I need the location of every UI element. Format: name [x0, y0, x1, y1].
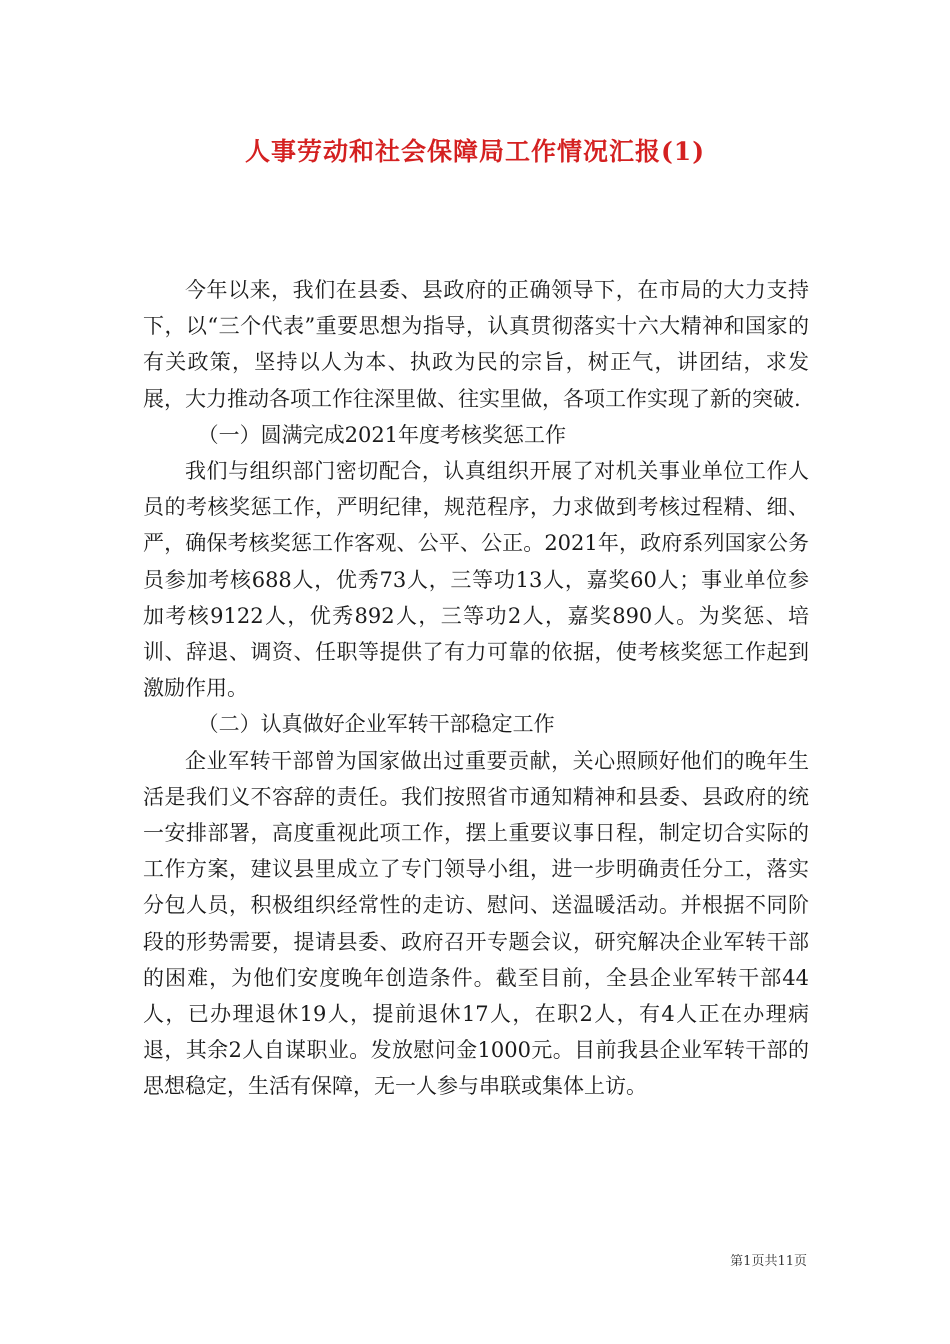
section-2-paragraph: 企业军转干部曾为国家做出过重要贡献，关心照顾好他们的晚年生活是我们义不容辞的责任。我们按照省市通知精神和县委、县政府的统一安排部署，高度重视此项工作，摆上重要议事日程，制定切合实际的工作方案，建议县里成立了专门领导小组，进一步明确责任分工，落实分包人员，积极组织经常性的走访、慰问、送温暖活动。并根据不同阶段的形势需要，提请县委、政府召开专题会议，研究解决企业军转干部的困难，为他们安度晚年创造条件。截至目前，全县企业军转干部44人，已办理退休19人，提前退休17人，在职2人，有4人正在办理病退，其余2人自谋职业。发放慰问金1000元。目前我县企业军转干部的思想稳定，生活有保障，无一人参与串联或集体上访。	[143, 748, 809, 1099]
document-body	[143, 272, 809, 1105]
document-title: 人事劳动和社会保障局工作情况汇报(1)	[244, 137, 706, 166]
section-1-paragraph: 我们与组织部门密切配合，认真组织开展了对机关事业单位工作人员的考核奖惩工作，严明纪律，规范程序，力求做到考核过程精、细、严，确保考核奖惩工作客观、公平、公正。2021年，政府系列国家公务员参加考核688人，优秀73人，三等功13人，嘉奖60人；事业单位参加考核9122人，优秀892人，三等功2人，嘉奖890人。为奖惩、培训、辞退、调资、任职等提供了有力可靠的依据，使考核奖惩工作起到激励作用。	[143, 459, 809, 701]
section-heading-1: （一）圆满完成2021年度考核奖惩工作	[197, 422, 567, 447]
page-number: 第1页共11页	[730, 1254, 807, 1269]
intro-paragraph: 今年以来，我们在县委、县政府的正确领导下，在市局的大力支持下，以“三个代表”重要思想为指导，认真贯彻落实十六大精神和国家的有关政策，坚持以人为本、执政为民的宗旨，树正气，讲团结，求发展，大力推动各项工作往深里做、往实里做，各项工作实现了新的突破.	[143, 278, 809, 411]
section-heading-2: （二）认真做好企业军转干部稳定工作	[197, 712, 555, 737]
